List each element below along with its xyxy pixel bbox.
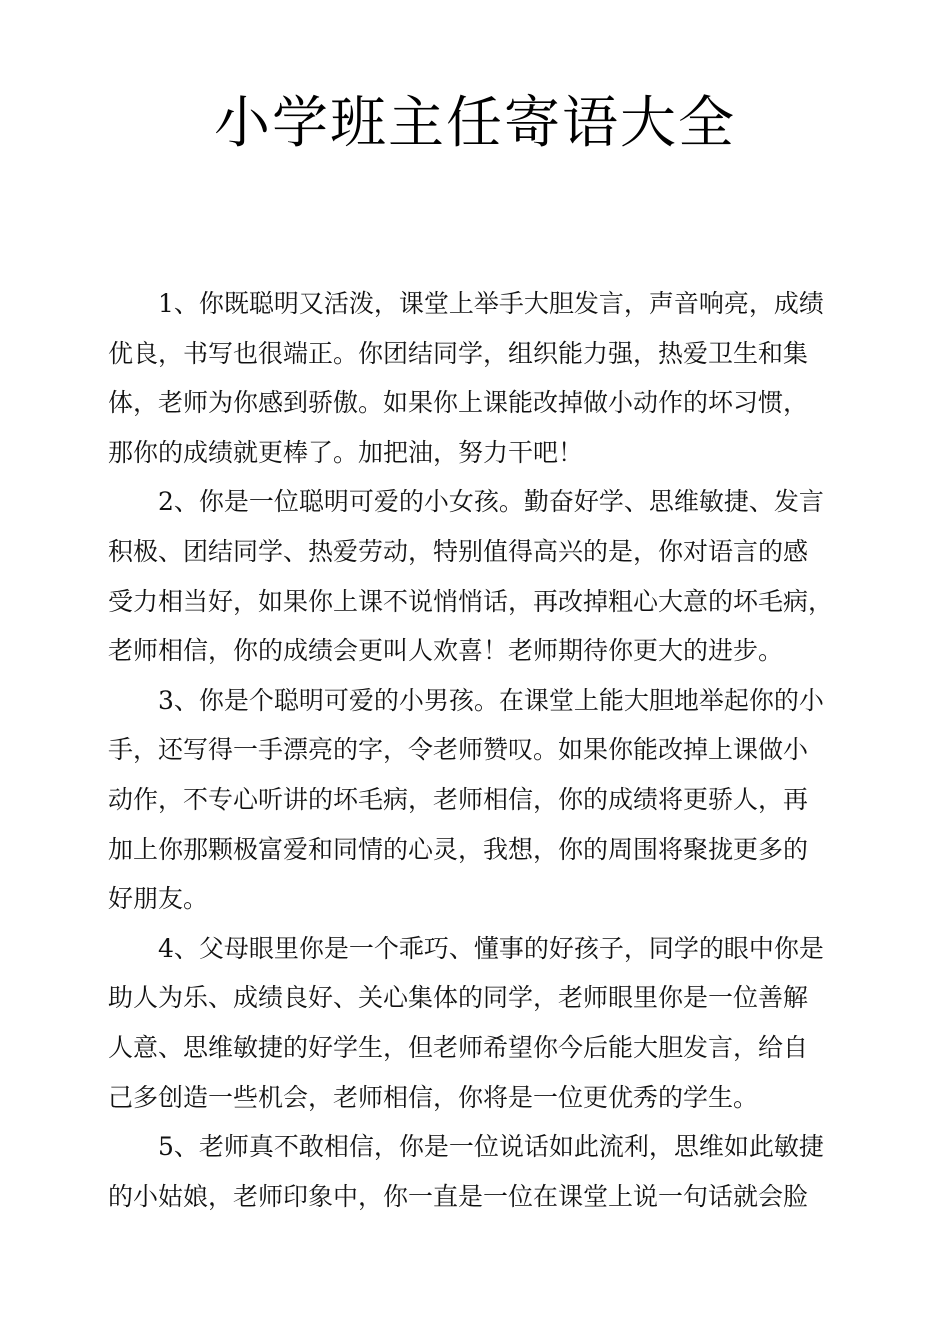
paragraph-line: 积极、团结同学、热爱劳动，特别值得高兴的是，你对语言的感	[108, 536, 809, 566]
paragraph-first-line: 2、你是一位聪明可爱的小女孩。勤奋好学、思维敏捷、发言	[158, 487, 824, 517]
paragraph-line: 加上你那颗极富爱和同情的心灵，我想，你的周围将聚拢更多的	[108, 834, 809, 864]
paragraph-line: 优良，书写也很端正。你团结同学，组织能力强，热爱卫生和集	[108, 338, 809, 368]
paragraph-first-line: 4、父母眼里你是一个乖巧、懂事的好孩子，同学的眼中你是	[158, 933, 824, 963]
paragraph-line: 受力相当好，如果你上课不说悄悄话，再改掉粗心大意的坏毛病，	[108, 586, 834, 616]
paragraph-line: 那你的成绩就更棒了。加把油，努力干吧！	[108, 437, 584, 467]
document-body	[108, 279, 868, 1221]
paragraph-line: 人意、思维敏捷的好学生，但老师希望你今后能大胆发言，给自	[108, 1032, 809, 1062]
paragraph-line: 好朋友。	[108, 884, 209, 914]
paragraph-first-line: 1、你既聪明又活泼，课堂上举手大胆发言，声音响亮，成绩	[158, 289, 824, 318]
paragraph-line: 动作，不专心听讲的坏毛病，老师相信，你的成绩将更骄人，再	[108, 784, 809, 814]
paragraph-line: 的小姑娘，老师印象中，你一直是一位在课堂上说一句话就会脸	[108, 1181, 809, 1211]
paragraph-line: 助人为乐、成绩良好、关心集体的同学，老师眼里你是一位善解	[108, 983, 809, 1013]
paragraph-first-line: 5、老师真不敢相信，你是一位说话如此流利，思维如此敏捷	[158, 1132, 824, 1162]
paragraph-line: 体，老师为你感到骄傲。如果你上课能改掉做小动作的坏习惯，	[108, 388, 809, 418]
paragraph-line: 手，还写得一手漂亮的字，令老师赞叹。如果你能改掉上课做小	[108, 735, 809, 765]
document-title: 小学班主任寄语大全	[214, 91, 736, 156]
paragraph-line: 己多创造一些机会，老师相信，你将是一位更优秀的学生。	[108, 1082, 759, 1112]
paragraph-first-line: 3、你是个聪明可爱的小男孩。在课堂上能大胆地举起你的小	[158, 685, 824, 715]
paragraph-line: 老师相信，你的成绩会更叫人欢喜！老师期待你更大的进步。	[108, 636, 784, 666]
